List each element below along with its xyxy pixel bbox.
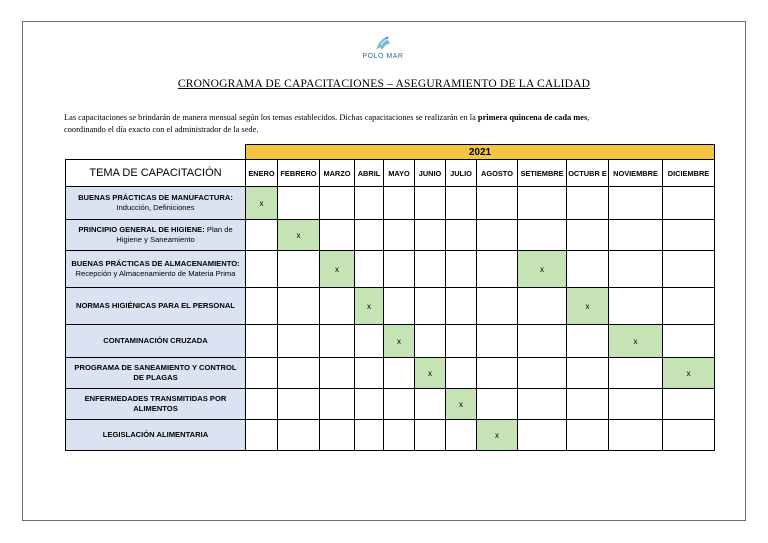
empty-cell [278, 420, 320, 451]
empty-cell [384, 220, 415, 251]
scheduled-mark: x [609, 325, 663, 358]
empty-cell [477, 288, 518, 325]
month-header: AGOSTO [477, 160, 518, 187]
empty-cell [446, 420, 477, 451]
month-header: ENERO [246, 160, 278, 187]
training-topic [66, 325, 246, 358]
month-header: MARZO [320, 160, 355, 187]
topic-detail: Plan de Higiene y Saneamiento [116, 225, 233, 244]
table-row [66, 251, 715, 288]
empty-cell [384, 420, 415, 451]
empty-cell [663, 325, 715, 358]
document-title: CRONOGRAMA DE CAPACITACIONES – ASEGURAMIENTO DE LA CALIDAD [177, 78, 591, 90]
empty-cell [415, 389, 446, 420]
empty-cell [278, 389, 320, 420]
intro-text-1: Las capacitaciones se brindarán de manera mensual según los temas establecidos. Dichas capacitaciones se realizarán en la [64, 113, 478, 122]
empty-cell [384, 288, 415, 325]
table-row [66, 325, 715, 358]
topic-title: ENFERMEDADES TRANSMITIDAS POR ALIMENTOS [84, 394, 227, 413]
empty-cell [446, 358, 477, 389]
empty-cell [246, 389, 278, 420]
empty-cell [518, 187, 567, 220]
company-logo [358, 33, 408, 61]
empty-cell [477, 358, 518, 389]
empty-cell [446, 325, 477, 358]
month-header: FEBRERO [278, 160, 320, 187]
empty-cell [518, 325, 567, 358]
training-topic [66, 420, 246, 451]
empty-cell [446, 251, 477, 288]
topic-title: PROGRAMA DE SANEAMIENTO Y CONTROL DE PLAGAS [74, 363, 237, 382]
empty-cell [246, 220, 278, 251]
month-header: JULIO [446, 160, 477, 187]
empty-cell [609, 288, 663, 325]
empty-cell [567, 187, 609, 220]
empty-cell [567, 358, 609, 389]
empty-cell [415, 251, 446, 288]
year-header-blank [66, 145, 246, 160]
scheduled-mark: x [518, 251, 567, 288]
empty-cell [663, 251, 715, 288]
month-header: ABRIL [355, 160, 384, 187]
empty-cell [246, 325, 278, 358]
empty-cell [320, 358, 355, 389]
empty-cell [384, 389, 415, 420]
empty-cell [609, 420, 663, 451]
empty-cell [246, 288, 278, 325]
empty-cell [446, 288, 477, 325]
training-topic [66, 187, 246, 220]
empty-cell [477, 325, 518, 358]
empty-cell [320, 288, 355, 325]
empty-cell [609, 358, 663, 389]
empty-cell [384, 251, 415, 288]
empty-cell [567, 251, 609, 288]
table-row [66, 420, 715, 451]
empty-cell [355, 187, 384, 220]
scheduled-mark: x [246, 187, 278, 220]
table-row [66, 220, 715, 251]
training-topic [66, 220, 246, 251]
topic-title: LEGISLACIÓN ALIMENTARIA [102, 430, 209, 439]
empty-cell [518, 358, 567, 389]
topic-detail: Recepción y Almacenamiento de Materia Prima [75, 269, 236, 278]
intro-text-3: coordinando el día exacto con el administrador de la sede. [64, 124, 259, 134]
empty-cell [518, 389, 567, 420]
empty-cell [278, 288, 320, 325]
empty-cell [355, 220, 384, 251]
month-header: OCTUBR E [567, 160, 609, 187]
empty-cell [355, 358, 384, 389]
training-topic [66, 389, 246, 420]
empty-cell [415, 420, 446, 451]
empty-cell [355, 420, 384, 451]
topic-title: CONTAMINACIÓN CRUZADA [103, 336, 208, 345]
empty-cell [415, 220, 446, 251]
scheduled-mark: x [415, 358, 446, 389]
table-row [66, 358, 715, 389]
empty-cell [384, 187, 415, 220]
scheduled-mark: x [320, 251, 355, 288]
table-row [66, 389, 715, 420]
training-topic [66, 288, 246, 325]
empty-cell [567, 389, 609, 420]
month-header: NOVIEMBRE [609, 160, 663, 187]
empty-cell [320, 420, 355, 451]
empty-cell [663, 420, 715, 451]
empty-cell [663, 187, 715, 220]
empty-cell [415, 288, 446, 325]
intro-text-2: , [587, 113, 590, 122]
intro-paragraph [64, 112, 714, 135]
empty-cell [415, 325, 446, 358]
empty-cell [384, 358, 415, 389]
empty-cell [446, 220, 477, 251]
topic-title: BUENAS PRÁCTICAS DE MANUFACTURA: [78, 193, 233, 202]
training-topic [66, 358, 246, 389]
topic-title: NORMAS HIGIÉNICAS PARA EL PERSONAL [76, 301, 235, 310]
training-topic [66, 251, 246, 288]
scheduled-mark: x [477, 420, 518, 451]
empty-cell [278, 251, 320, 288]
empty-cell [446, 187, 477, 220]
empty-cell [355, 251, 384, 288]
empty-cell [246, 358, 278, 389]
empty-cell [246, 420, 278, 451]
empty-cell [518, 220, 567, 251]
month-header: MAYO [384, 160, 415, 187]
scheduled-mark: x [446, 389, 477, 420]
empty-cell [477, 220, 518, 251]
empty-cell [246, 251, 278, 288]
empty-cell [320, 389, 355, 420]
empty-cell [477, 251, 518, 288]
empty-cell [609, 187, 663, 220]
table-row [66, 288, 715, 325]
empty-cell [663, 220, 715, 251]
intro-bold-text: primera quincena de cada mes [477, 113, 588, 122]
scheduled-mark: x [567, 288, 609, 325]
table-row [66, 187, 715, 220]
scheduled-mark: x [384, 325, 415, 358]
month-header: DICIEMBRE [663, 160, 715, 187]
month-header: JUNIO [415, 160, 446, 187]
logo-brand-text: POLO MAR [362, 53, 404, 60]
empty-cell [415, 187, 446, 220]
empty-cell [609, 220, 663, 251]
empty-cell [320, 187, 355, 220]
year-header: 2021 [246, 145, 715, 160]
fish-logo-icon [372, 33, 394, 53]
scheduled-mark: x [278, 220, 320, 251]
empty-cell [278, 325, 320, 358]
empty-cell [609, 251, 663, 288]
empty-cell [518, 288, 567, 325]
empty-cell [663, 288, 715, 325]
scheduled-mark: x [663, 358, 715, 389]
topic-column-header: TEMA DE CAPACITACIÓN [66, 160, 246, 187]
empty-cell [567, 220, 609, 251]
month-header: SETIEMBRE [518, 160, 567, 187]
empty-cell [320, 325, 355, 358]
scheduled-mark: x [355, 288, 384, 325]
empty-cell [355, 325, 384, 358]
empty-cell [477, 389, 518, 420]
empty-cell [278, 187, 320, 220]
empty-cell [477, 187, 518, 220]
empty-cell [567, 325, 609, 358]
empty-cell [320, 220, 355, 251]
empty-cell [278, 358, 320, 389]
topic-title: PRINCIPIO GENERAL DE HIGIENE: [78, 225, 205, 234]
empty-cell [567, 420, 609, 451]
topic-title: BUENAS PRÁCTICAS DE ALMACENAMIENTO: [71, 259, 240, 268]
empty-cell [518, 420, 567, 451]
empty-cell [609, 389, 663, 420]
empty-cell [663, 389, 715, 420]
topic-detail: Inducción, Definiciones [116, 203, 195, 212]
training-schedule-table [65, 144, 715, 451]
empty-cell [355, 389, 384, 420]
